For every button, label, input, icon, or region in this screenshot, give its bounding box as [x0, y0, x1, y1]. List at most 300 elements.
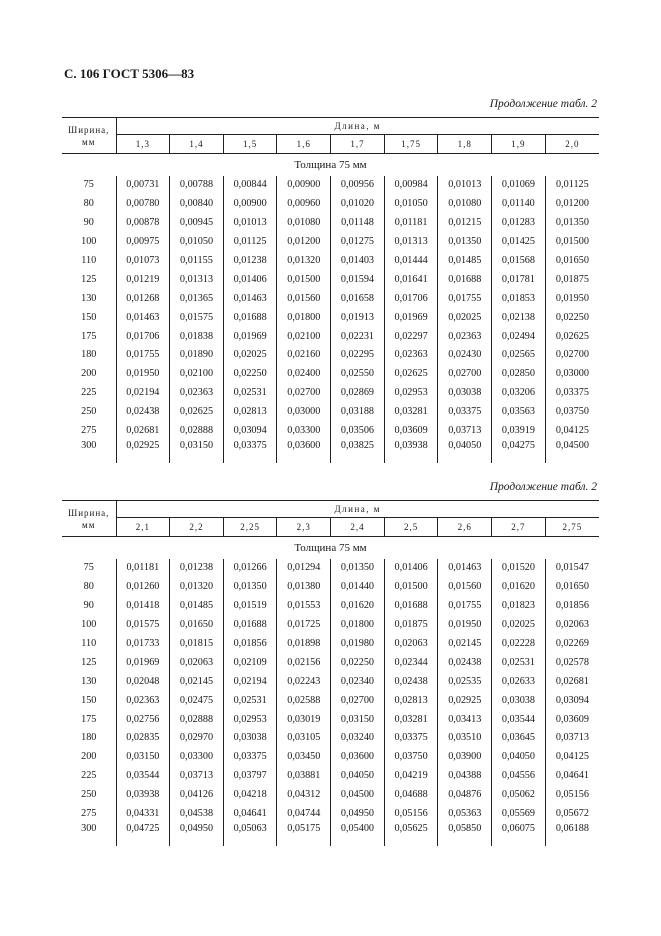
volume-cell: 0,01969: [116, 653, 170, 672]
volume-cell: 0,03750: [384, 747, 438, 766]
volume-cell: 0,01463: [223, 289, 277, 308]
volume-cell: 0,01275: [331, 232, 385, 251]
width-cell: 125: [62, 653, 116, 672]
volume-cell: 0,02194: [223, 672, 277, 691]
volume-cell: 0,01500: [384, 577, 438, 596]
volume-cell: 0,01980: [331, 634, 385, 653]
volume-cell: 0,01641: [384, 270, 438, 289]
length-values-row: [62, 135, 599, 154]
volume-cell: 0,01568: [492, 251, 546, 270]
volume-cell: 0,03206: [492, 383, 546, 402]
volume-cell: 0,01181: [384, 213, 438, 232]
continuation-label: Продолжение табл. 2: [489, 98, 597, 110]
volume-cell: 0,03544: [116, 766, 170, 785]
volume-cell: 0,05063: [223, 823, 277, 846]
table-row: [62, 785, 599, 804]
volume-cell: 0,06188: [555, 822, 589, 834]
volume-cell: 0,01823: [492, 596, 546, 615]
width-cell: 175: [62, 327, 116, 346]
volume-cell: 0,03506: [331, 421, 385, 440]
table-row: [62, 672, 599, 691]
volume-cell: 0,01463: [116, 308, 170, 327]
volume-cell: 0,00780: [116, 194, 170, 213]
volume-cell: 0,03713: [170, 766, 224, 785]
volume-cell: 0,01706: [116, 327, 170, 346]
volume-cell: 0,01406: [223, 270, 277, 289]
volume-cell: 0,02953: [384, 383, 438, 402]
volume-cell: 0,05156: [555, 789, 589, 801]
width-cell: 130: [62, 289, 116, 308]
volume-cell: 0,01050: [384, 194, 438, 213]
width-cell: 125: [62, 270, 116, 289]
width-cell: 75: [62, 559, 116, 578]
volume-cell: 0,01658: [331, 289, 385, 308]
volume-cell: 0,03919: [492, 421, 546, 440]
volume-cell: 0,01594: [331, 270, 385, 289]
table-row: [62, 559, 599, 578]
volume-cell: 0,02340: [331, 672, 385, 691]
volume-cell: 0,01313: [170, 270, 224, 289]
volume-cell: 0,01560: [438, 577, 492, 596]
width-cell: 75: [62, 176, 116, 195]
volume-cell: 0,02363: [170, 383, 224, 402]
volume-cell: 0,01838: [170, 327, 224, 346]
volume-cell: 0,02297: [384, 327, 438, 346]
volume-cell: 0,01560: [277, 289, 331, 308]
volume-cell: 0,03038: [223, 729, 277, 748]
volume-cell: 0,01620: [492, 577, 546, 596]
volume-cell: 0,01200: [555, 198, 589, 210]
volume-cell: 0,03105: [277, 729, 331, 748]
volume-cell: 0,05175: [277, 823, 331, 846]
volume-cell: 0,01013: [438, 176, 492, 195]
volume-cell: 0,03938: [116, 785, 170, 804]
volume-cell: 0,04538: [170, 804, 224, 823]
volume-cell: 0,00984: [384, 176, 438, 195]
volume-cell: 0,01890: [170, 346, 224, 365]
table-row: [62, 364, 599, 383]
volume-cell: 0,04950: [331, 804, 385, 823]
volume-cell: 0,00900: [277, 176, 331, 195]
volume-cell: 0,01215: [438, 213, 492, 232]
volume-cell: 0,02531: [223, 691, 277, 710]
volume-cell: 0,02588: [277, 691, 331, 710]
table-row: [62, 691, 599, 710]
volume-cell: 0,01519: [223, 596, 277, 615]
width-cell: 250: [62, 402, 116, 421]
volume-cell: 0,01463: [438, 559, 492, 578]
volume-cell: 0,02100: [277, 327, 331, 346]
volume-cell: 0,04744: [277, 804, 331, 823]
volume-cell: 0,02138: [492, 308, 546, 327]
volume-cell: 0,04388: [438, 766, 492, 785]
volume-cell: 0,01380: [277, 577, 331, 596]
volume-cell: 0,04556: [492, 766, 546, 785]
volume-cell: 0,01950: [555, 292, 589, 304]
table-row: [62, 729, 599, 748]
volume-cell: 0,01181: [116, 559, 170, 578]
volume-cell: 0,01500: [277, 270, 331, 289]
volume-cell: 0,00844: [223, 176, 277, 195]
length-column-header: 2,1: [116, 518, 170, 537]
volume-cell: 0,02363: [438, 327, 492, 346]
volume-cell: 0,02228: [492, 634, 546, 653]
volume-cell: 0,03510: [438, 729, 492, 748]
length-group-header: Длина, м: [116, 118, 599, 135]
volume-cell: 0,04050: [331, 766, 385, 785]
table-row: [62, 346, 599, 365]
volume-cell: 0,02565: [492, 346, 546, 365]
volume-cell: 0,01283: [492, 213, 546, 232]
volume-cell: 0,01815: [170, 634, 224, 653]
volume-cell: 0,04725: [116, 823, 170, 846]
volume-cell: 0,02438: [438, 653, 492, 672]
volume-cell: 0,02048: [116, 672, 170, 691]
volume-cell: 0,03600: [277, 440, 331, 463]
section-row: [62, 537, 599, 559]
header-row: [62, 118, 599, 135]
volume-cell: 0,05156: [384, 804, 438, 823]
volume-cell: 0,04950: [170, 823, 224, 846]
volume-cell: 0,03645: [492, 729, 546, 748]
volume-cell: 0,03750: [555, 406, 589, 418]
length-column-header: 2,2: [170, 518, 224, 537]
width-cell: 100: [62, 615, 116, 634]
volume-cell: 0,03900: [438, 747, 492, 766]
volume-cell: 0,01520: [492, 559, 546, 578]
volume-cell: 0,03450: [277, 747, 331, 766]
volume-cell: 0,02700: [277, 383, 331, 402]
volume-cell: 0,02475: [170, 691, 224, 710]
volume-cell: 0,03375: [223, 440, 277, 463]
width-cell: 90: [62, 596, 116, 615]
volume-cell: 0,02535: [438, 672, 492, 691]
length-column-header: 2,0: [545, 135, 599, 154]
volume-cell: 0,02681: [555, 675, 589, 687]
volume-cell: 0,03150: [170, 440, 224, 463]
volume-cell: 0,01800: [277, 308, 331, 327]
volume-cell: 0,03094: [555, 694, 589, 706]
volume-cell: 0,02231: [331, 327, 385, 346]
volume-cell: 0,00956: [331, 176, 385, 195]
volume-cell: 0,01853: [492, 289, 546, 308]
volume-cell: 0,02250: [331, 653, 385, 672]
volume-cell: 0,02063: [555, 619, 589, 631]
length-column-header: 1,3: [116, 135, 170, 154]
volume-cell: 0,04125: [555, 425, 589, 437]
volume-cell: 0,01350: [223, 577, 277, 596]
volume-cell: 0,01350: [331, 559, 385, 578]
volume-cell: 0,04126: [170, 785, 224, 804]
volume-cell: 0,02156: [277, 653, 331, 672]
volume-cell: 0,04500: [555, 439, 589, 451]
volume-cell: 0,02578: [555, 656, 589, 668]
volume-cell: 0,03281: [384, 402, 438, 421]
volume-cell: 0,02100: [170, 364, 224, 383]
volume-cell: 0,04688: [384, 785, 438, 804]
table-row: [62, 213, 599, 232]
volume-cell: 0,04876: [438, 785, 492, 804]
volume-cell: 0,01013: [223, 213, 277, 232]
volume-cell: 0,01969: [223, 327, 277, 346]
volume-cell: 0,00900: [223, 194, 277, 213]
table-row: [62, 308, 599, 327]
volume-cell: 0,04641: [555, 770, 589, 782]
length-column-header: 2,3: [277, 518, 331, 537]
volume-cell: 0,01444: [384, 251, 438, 270]
volume-cell: 0,01200: [277, 232, 331, 251]
volume-cell: 0,02531: [223, 383, 277, 402]
volume-cell: 0,04500: [331, 785, 385, 804]
volume-cell: 0,00878: [116, 213, 170, 232]
volume-cell: 0,01080: [277, 213, 331, 232]
volume-cell: 0,01547: [555, 562, 589, 574]
length-column-header: 2,25: [223, 518, 277, 537]
table-row: [62, 747, 599, 766]
width-cell: 300: [62, 440, 116, 463]
volume-cell: 0,01575: [170, 308, 224, 327]
width-cell: 180: [62, 346, 116, 365]
volume-cell: 0,03094: [223, 421, 277, 440]
volume-cell: 0,02953: [223, 710, 277, 729]
volume-cell: 0,06075: [492, 823, 546, 846]
volume-cell: 0,02888: [170, 710, 224, 729]
volume-cell: 0,02363: [384, 346, 438, 365]
volume-cell: 0,01856: [223, 634, 277, 653]
width-cell: 200: [62, 747, 116, 766]
volume-cell: 0,01365: [170, 289, 224, 308]
volume-cell: 0,01238: [170, 559, 224, 578]
width-cell: 175: [62, 710, 116, 729]
volume-cell: 0,03240: [331, 729, 385, 748]
volume-cell: 0,01219: [116, 270, 170, 289]
volume-cell: 0,03300: [277, 421, 331, 440]
volume-cell: 0,01238: [223, 251, 277, 270]
width-cell: 300: [62, 823, 116, 846]
volume-cell: 0,05569: [492, 804, 546, 823]
volume-cell: 0,03300: [170, 747, 224, 766]
volume-cell: 0,01875: [384, 615, 438, 634]
volume-cell: 0,02250: [555, 311, 589, 323]
volume-cell: 0,00975: [116, 232, 170, 251]
volume-cell: 0,02063: [170, 653, 224, 672]
volume-cell: 0,01688: [438, 270, 492, 289]
volume-cell: 0,02681: [116, 421, 170, 440]
volume-cell: 0,01706: [384, 289, 438, 308]
table-row: [62, 766, 599, 785]
volume-cell: 0,01969: [384, 308, 438, 327]
volume-cell: 0,02625: [384, 364, 438, 383]
section-row: [62, 154, 599, 176]
width-cell: 225: [62, 766, 116, 785]
volume-cell: 0,02869: [331, 383, 385, 402]
table-row: [62, 383, 599, 402]
volume-cell: 0,02269: [555, 638, 589, 649]
volume-cell: 0,01688: [223, 615, 277, 634]
volume-cell: 0,02756: [116, 710, 170, 729]
table-row: [62, 270, 599, 289]
volume-cell: 0,04050: [492, 747, 546, 766]
volume-cell: 0,01650: [170, 615, 224, 634]
volume-cell: 0,03038: [438, 383, 492, 402]
volume-cell: 0,04219: [384, 766, 438, 785]
volume-cell: 0,00945: [170, 213, 224, 232]
volume-cell: 0,02925: [438, 691, 492, 710]
table-row: [62, 634, 599, 653]
table-row: [62, 289, 599, 308]
volume-cell: 0,02700: [555, 349, 589, 361]
table-row: [62, 232, 599, 251]
volume-cell: 0,02835: [116, 729, 170, 748]
volume-cell: 0,01950: [438, 615, 492, 634]
table-row: [62, 615, 599, 634]
volume-cell: 0,02438: [116, 402, 170, 421]
length-column-header: 2,7: [492, 518, 546, 537]
volume-cell: 0,01755: [438, 289, 492, 308]
volume-cell: 0,03413: [438, 710, 492, 729]
volume-cell: 0,00840: [170, 194, 224, 213]
volume-cell: 0,01155: [170, 251, 224, 270]
width-cell: 150: [62, 308, 116, 327]
table-row: [62, 596, 599, 615]
volume-cell: 0,01733: [116, 634, 170, 653]
length-column-header: 1,7: [331, 135, 385, 154]
volume-cell: 0,03150: [116, 747, 170, 766]
volume-cell: 0,02025: [438, 308, 492, 327]
volume-cell: 0,03375: [384, 729, 438, 748]
table-row: [62, 653, 599, 672]
volume-cell: 0,02625: [555, 330, 589, 342]
table-row: [62, 194, 599, 213]
width-cell: 275: [62, 804, 116, 823]
volume-cell: 0,01875: [555, 273, 589, 285]
volume-cell: 0,00960: [277, 194, 331, 213]
table-row: [62, 402, 599, 421]
length-column-header: 2,6: [438, 518, 492, 537]
volume-cell: 0,01268: [116, 289, 170, 308]
volume-cell: 0,03938: [384, 440, 438, 463]
volume-cell: 0,02109: [223, 653, 277, 672]
width-cell: 100: [62, 232, 116, 251]
volume-cell: 0,01913: [331, 308, 385, 327]
volume-cell: 0,01069: [492, 176, 546, 195]
volume-cell: 0,01320: [170, 577, 224, 596]
volume-table: [62, 500, 599, 846]
volume-cell: 0,01125: [556, 179, 589, 191]
volume-cell: 0,02145: [170, 672, 224, 691]
volume-cell: 0,02400: [277, 364, 331, 383]
width-cell: 275: [62, 421, 116, 440]
volume-cell: 0,03375: [438, 402, 492, 421]
volume-cell: 0,03713: [438, 421, 492, 440]
volume-cell: 0,01320: [277, 251, 331, 270]
volume-cell: 0,04641: [223, 804, 277, 823]
table-row: [62, 251, 599, 270]
width-cell: 200: [62, 364, 116, 383]
volume-cell: 0,01313: [384, 232, 438, 251]
volume-cell: 0,01755: [438, 596, 492, 615]
volume-cell: 0,03375: [223, 747, 277, 766]
volume-cell: 0,02363: [116, 691, 170, 710]
table-row: [62, 440, 599, 463]
volume-cell: 0,02295: [331, 346, 385, 365]
volume-cell: 0,02250: [223, 364, 277, 383]
volume-cell: 0,03544: [492, 710, 546, 729]
volume-cell: 0,02160: [277, 346, 331, 365]
header-row: [62, 501, 599, 518]
volume-cell: 0,02430: [438, 346, 492, 365]
volume-cell: 0,01650: [555, 255, 589, 266]
volume-cell: 0,01403: [331, 251, 385, 270]
volume-cell: 0,04331: [116, 804, 170, 823]
width-cell: 80: [62, 577, 116, 596]
volume-cell: 0,02888: [170, 421, 224, 440]
volume-cell: 0,02194: [116, 383, 170, 402]
table-row: [62, 577, 599, 596]
width-cell: 110: [62, 251, 116, 270]
length-column-header: 1,5: [223, 135, 277, 154]
volume-cell: 0,02063: [384, 634, 438, 653]
volume-cell: 0,01500: [555, 236, 589, 248]
volume-cell: 0,02633: [492, 672, 546, 691]
volume-cell: 0,00788: [170, 176, 224, 195]
volume-cell: 0,05625: [384, 823, 438, 846]
volume-cell: 0,03825: [331, 440, 385, 463]
volume-cell: 0,01020: [331, 194, 385, 213]
volume-cell: 0,02550: [331, 364, 385, 383]
volume-table: [62, 117, 599, 463]
volume-cell: 0,01898: [277, 634, 331, 653]
length-values-row: [62, 518, 599, 537]
volume-cell: 0,01260: [116, 577, 170, 596]
volume-cell: 0,03019: [277, 710, 331, 729]
continuation-label: Продолжение табл. 2: [489, 481, 597, 493]
volume-cell: 0,02850: [492, 364, 546, 383]
volume-cell: 0,02344: [384, 653, 438, 672]
volume-cell: 0,03150: [331, 710, 385, 729]
table-row: [62, 710, 599, 729]
width-cell: 110: [62, 634, 116, 653]
width-column-header: Ширина, мм: [62, 501, 116, 537]
volume-cell: 0,03281: [384, 710, 438, 729]
volume-cell: 0,03797: [223, 766, 277, 785]
table-row: [62, 421, 599, 440]
volume-cell: 0,04050: [438, 440, 492, 463]
volume-cell: 0,01620: [331, 596, 385, 615]
width-cell: 130: [62, 672, 116, 691]
volume-cell: 0,05672: [555, 808, 589, 820]
volume-cell: 0,02970: [170, 729, 224, 748]
volume-cell: 0,01688: [384, 596, 438, 615]
volume-cell: 0,05363: [438, 804, 492, 823]
volume-cell: 0,01440: [331, 577, 385, 596]
volume-cell: 0,01856: [555, 600, 589, 612]
volume-cell: 0,01725: [277, 615, 331, 634]
section-title: Толщина 75 мм: [294, 541, 367, 554]
volume-cell: 0,02025: [492, 615, 546, 634]
volume-cell: 0,01781: [492, 270, 546, 289]
volume-cell: 0,01294: [277, 559, 331, 578]
length-column-header: 1,9: [492, 135, 546, 154]
volume-cell: 0,04312: [277, 785, 331, 804]
volume-cell: 0,01073: [116, 251, 170, 270]
volume-cell: 0,01125: [223, 232, 277, 251]
volume-cell: 0,03038: [492, 691, 546, 710]
volume-cell: 0,01485: [170, 596, 224, 615]
length-column-header: 1,75: [384, 135, 438, 154]
table-row: [62, 804, 599, 823]
width-column-header: Ширина, мм: [62, 118, 116, 154]
